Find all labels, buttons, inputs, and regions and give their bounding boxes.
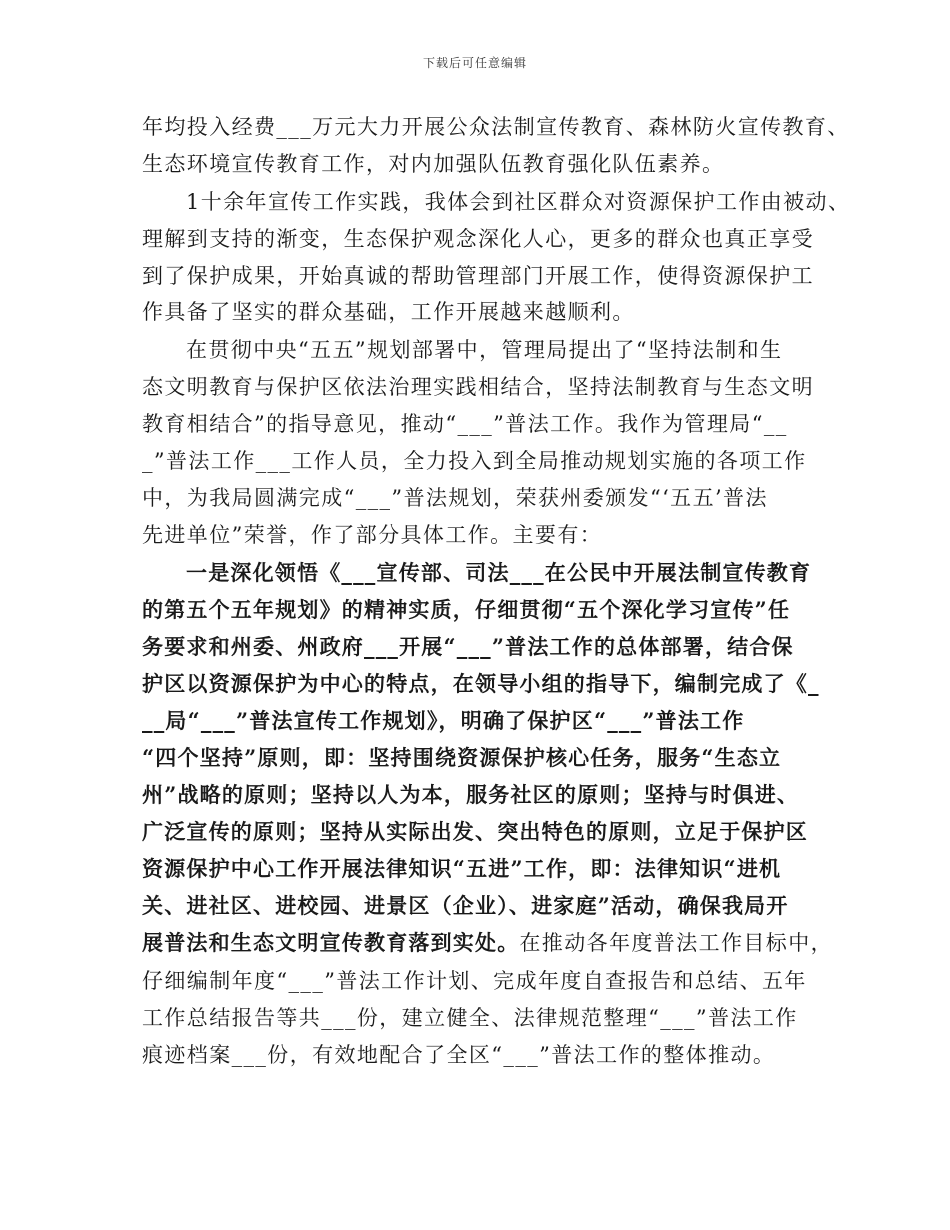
paragraph-line-bold: “四个坚持”原则，即：坚持围绕资源保护核心任务，服务“生态立 (142, 745, 782, 770)
paragraph-line-bold: 护区以资源保护为中心的特点，在领导小组的指导下，编制完成了《_ (142, 671, 820, 696)
paragraph-line-bold: 资源保护中心工作开展法律知识“五进”工作，即：法律知识“进机 (142, 856, 782, 881)
paragraph-line: 理解到支持的渐变，生态保护观念深化人心，更多的群众也真正享受 (142, 227, 814, 251)
paragraph-line: 态文明教育与保护区依法治理实践相结合，坚持法制教育与生态文明 (142, 375, 814, 399)
page-header: 下载后可任意编辑 (422, 56, 527, 70)
paragraph-line: _”普法工作___工作人员，全力投入到全局推动规划实施的各项工作 (142, 449, 807, 473)
paragraph-line-bold: __局“___”普法宣传工作规划》，明确了保护区“___”普法工作 (142, 708, 745, 733)
paragraph-line: 1十余年宣传工作实践，我体会到社区群众对资源保护工作由被动、 (186, 190, 851, 214)
paragraph-line-bold: 关、进社区、进校园、进景区（企业）、进家庭”活动，确保我局开 (142, 893, 789, 918)
paragraph-line: 在贯彻中央“五五”规划部署中，管理局提出了“坚持法制和生 (186, 338, 783, 362)
paragraph-line: 工作总结报告等共___份，建立健全、法律规范整理“___”普法工作 (142, 1006, 798, 1030)
paragraph-line: 到了保护成果，开始真诚的帮助管理部门开展工作，使得资源保护工 (142, 264, 814, 288)
paragraph-line-bold: 一是深化领悟《___宣传部、司法___在公民中开展法制宣传教育 (186, 560, 812, 585)
paragraph-line: 中，为我局圆满完成“___”普法规划，荣获州委颁发“‘五五’普法 (142, 486, 768, 510)
paragraph-line-bold: 广泛宣传的原则；坚持从实际出发、突出特色的原则，立足于保护区 (142, 819, 808, 844)
paragraph-line: 年均投入经费___万元大力开展公众法制宣传教育、森林防火宣传教育、 (142, 115, 850, 139)
paragraph-line: 教育相结合”的指导意见，推动“___”普法工作。我作为管理局“__ (142, 412, 788, 436)
paragraph-line: 先进单位”荣誉，作了部分具体工作。主要有： (142, 523, 603, 547)
bold-fragment: 展普法和生态文明宣传教育落到实处。 (142, 930, 520, 955)
normal-fragment: 在推动各年度普法工作目标中， (519, 931, 834, 955)
paragraph-line-bold: 的第五个五年规划》的精神实质，仔细贯彻“五个深化学习宣传”任 (142, 597, 791, 622)
paragraph-line: 生态环境宣传教育工作，对内加强队伍教育强化队伍素养。 (142, 152, 725, 176)
paragraph-line-mixed (142, 928, 832, 958)
paragraph-line: 作具备了坚实的群众基础，工作开展越来越顺利。 (142, 300, 635, 324)
paragraph-line: 仔细编制年度“___”普法工作计划、完成年度自查报告和总结、五年 (142, 969, 807, 993)
paragraph-line-bold: 州”战略的原则；坚持以人为本，服务社区的原则；坚持与时俱进、 (142, 782, 800, 807)
paragraph-line-bold: 务要求和州委、州政府___开展“___”普法工作的总体部署，结合保 (142, 634, 794, 659)
paragraph-line: 痕迹档案___份，有效地配合了全区“___”普法工作的整体推动。 (142, 1043, 776, 1067)
